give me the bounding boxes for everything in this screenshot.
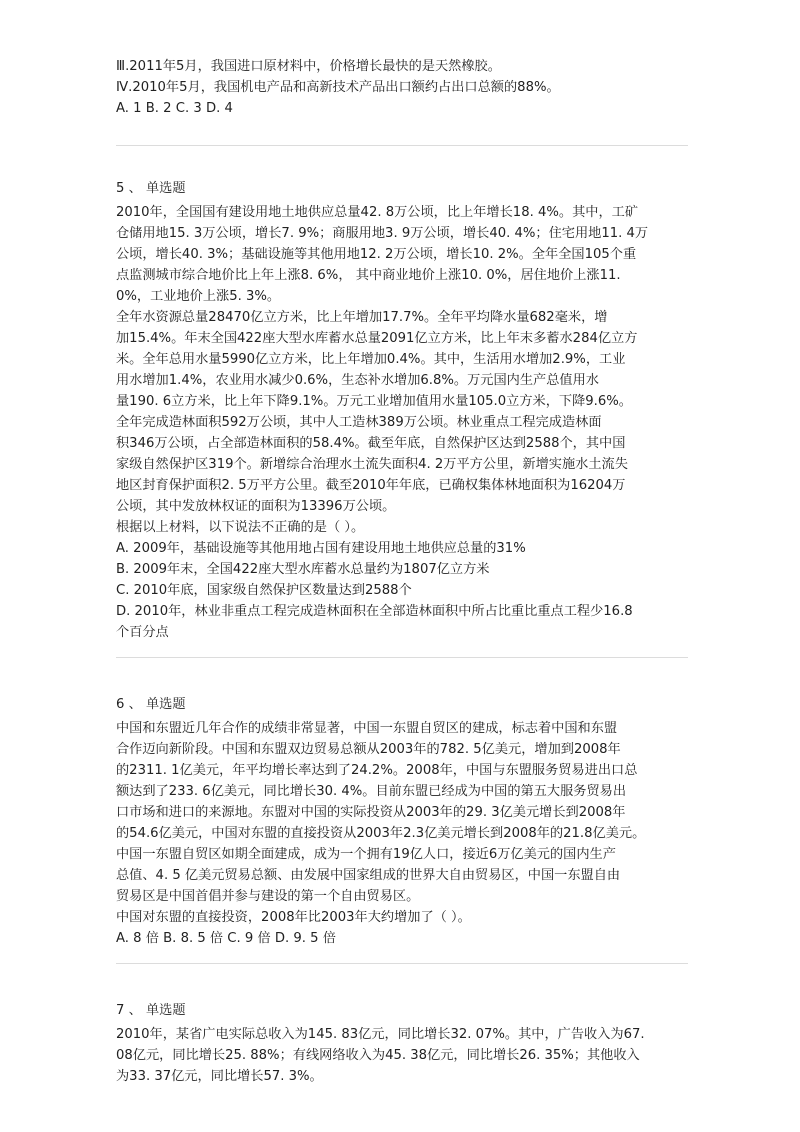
text-line: 2010年，某省广电实际总收入为145. 83亿元，同比增长32. 07%。其中，广告收入为67. <box>116 1027 645 1042</box>
text-line: 公顷，增长40. 3%；基础设施等其他用地12. 2万公顷，增长10. 2%。全年全国105个重 <box>116 247 637 262</box>
question-6 <box>116 694 688 949</box>
text-line: 全年水资源总量28470亿立方米，比上年增加17.7%。全年平均降水量682毫米，增 <box>116 310 608 325</box>
question-7 <box>116 1000 688 1087</box>
answer-options: A. 8 倍 B. 8. 5 倍 C. 9 倍 D. 9. 5 倍 <box>116 931 336 946</box>
text-line: 地区封育保护面积2. 5万平方公里。截至2010年年底，已确权集体林地面积为16204万 <box>116 478 626 493</box>
question-title: 7 、 单选题 <box>116 1003 186 1018</box>
question-title: 5 、 单选题 <box>116 181 186 196</box>
text-line: 的2311. 1亿美元，年平均增长率达到了24.2%。2008年，中国与东盟服务贸易进出口总 <box>116 763 638 778</box>
text-line: 中国和东盟近几年合作的成绩非常显著，中国一东盟自贸区的建成，标志着中国和东盟 <box>116 721 618 736</box>
text-line: 的54.6亿美元，中国对东盟的直接投资从2003年2.3亿美元增长到2008年的21.8亿美元。 <box>116 826 646 841</box>
text-line: 为33. 37亿元，同比增长57. 3%。 <box>116 1069 323 1084</box>
option-b: B. 2009年末，全国422座大型水库蓄水总量约为1807亿立方米 <box>116 562 490 577</box>
option-d: D. 2010年，林业非重点工程完成造林面积在全部造林面积中所占比重比重点工程少16.8 <box>116 604 633 619</box>
text-line: 加15.4%。年末全国422座大型水库蓄水总量2091亿立方米，比上年末多蓄水284亿立方 <box>116 331 638 346</box>
option-c: C. 2010年底，国家级自然保护区数量达到2588个 <box>116 583 412 598</box>
question-title: 6 、 单选题 <box>116 697 186 712</box>
question-5 <box>116 178 688 643</box>
text-line: 米。全年总用水量5990亿立方米，比上年增加0.4%。其中，生活用水增加2.9%，工业 <box>116 352 626 367</box>
question-stem: 根据以上材料，以下说法不正确的是（ ）。 <box>116 520 365 535</box>
question-stem: 中国对东盟的直接投资，2008年比2003年大约增加了（ ）。 <box>116 910 471 925</box>
text-line: 量190. 6立方米，比上年下降9.1%。万元工业增加值用水量105.0立方米，下降9.6%。 <box>116 394 632 409</box>
text-line: 2010年，全国国有建设用地土地供应总量42. 8万公顷，比上年增长18. 4%。其中，工矿 <box>116 205 639 220</box>
text-line: 点监测城市综合地价比上年上涨8. 6%， 其中商业地价上涨10. 0%，居住地价上涨11. <box>116 268 621 283</box>
text-line: 中国一东盟自贸区如期全面建成，成为一个拥有19亿人口，接近6万亿美元的国内生产 <box>116 847 616 862</box>
option-d-continued: 个百分点 <box>116 625 169 640</box>
text-line: 公顷，其中发放林权证的面积为13396万公顷。 <box>116 499 396 514</box>
option-a: A. 2009年，基础设施等其他用地占国有建设用地土地供应总量的31% <box>116 541 526 556</box>
text-line: 贸易区是中国首倡并参与建设的第一个自由贸易区。 <box>116 889 420 904</box>
text-line: Ⅲ.2011年5月，我国进口原材料中，价格增长最快的是天然橡胶。 <box>116 59 501 74</box>
text-line: 积346万公顷，占全部造林面积的58.4%。截至年底，自然保护区达到2588个，其中国 <box>116 436 626 451</box>
top-block <box>116 56 688 119</box>
text-line: 0%，工业地价上涨5. 3%。 <box>116 289 281 304</box>
text-line: Ⅳ.2010年5月，我国机电产品和高新技术产品出口额约占出口总额的88%。 <box>116 80 560 95</box>
text-line: 全年完成造林面积592万公顷，其中人工造林389万公顷。林业重点工程完成造林面 <box>116 415 602 430</box>
text-line: 合作迈向新阶段。中国和东盟双边贸易总额从2003年的782. 5亿美元，增加到2008年 <box>116 742 621 757</box>
text-line: 额达到了233. 6亿美元，同比增长30. 4%。目前东盟已经成为中国的第五大服务贸易出 <box>116 784 627 799</box>
answer-options: A. 1 B. 2 C. 3 D. 4 <box>116 101 233 116</box>
text-line: 家级自然保护区319个。新增综合治理水土流失面积4. 2万平方公里，新增实施水土流失 <box>116 457 628 472</box>
text-line: 仓储用地15. 3万公顷，增长7. 9%；商服用地3. 9万公顷，增长40. 4%；住宅用地11. 4万 <box>116 226 649 241</box>
text-line: 口市场和进口的来源地。东盟对中国的实际投资从2003年的29. 3亿美元增长到2008年 <box>116 805 626 820</box>
text-line: 用水增加1.4%，农业用水减少0.6%，生态补水增加6.8%。万元国内生产总值用水 <box>116 373 599 388</box>
document-page <box>116 56 688 1087</box>
text-line: 总值、4. 5 亿美元贸易总额、由发展中国家组成的世界大自由贸易区，中国一东盟自由 <box>116 868 621 883</box>
text-line: 08亿元，同比增长25. 88%；有线网络收入为45. 38亿元，同比增长26. 35%；其他收入 <box>116 1048 640 1063</box>
